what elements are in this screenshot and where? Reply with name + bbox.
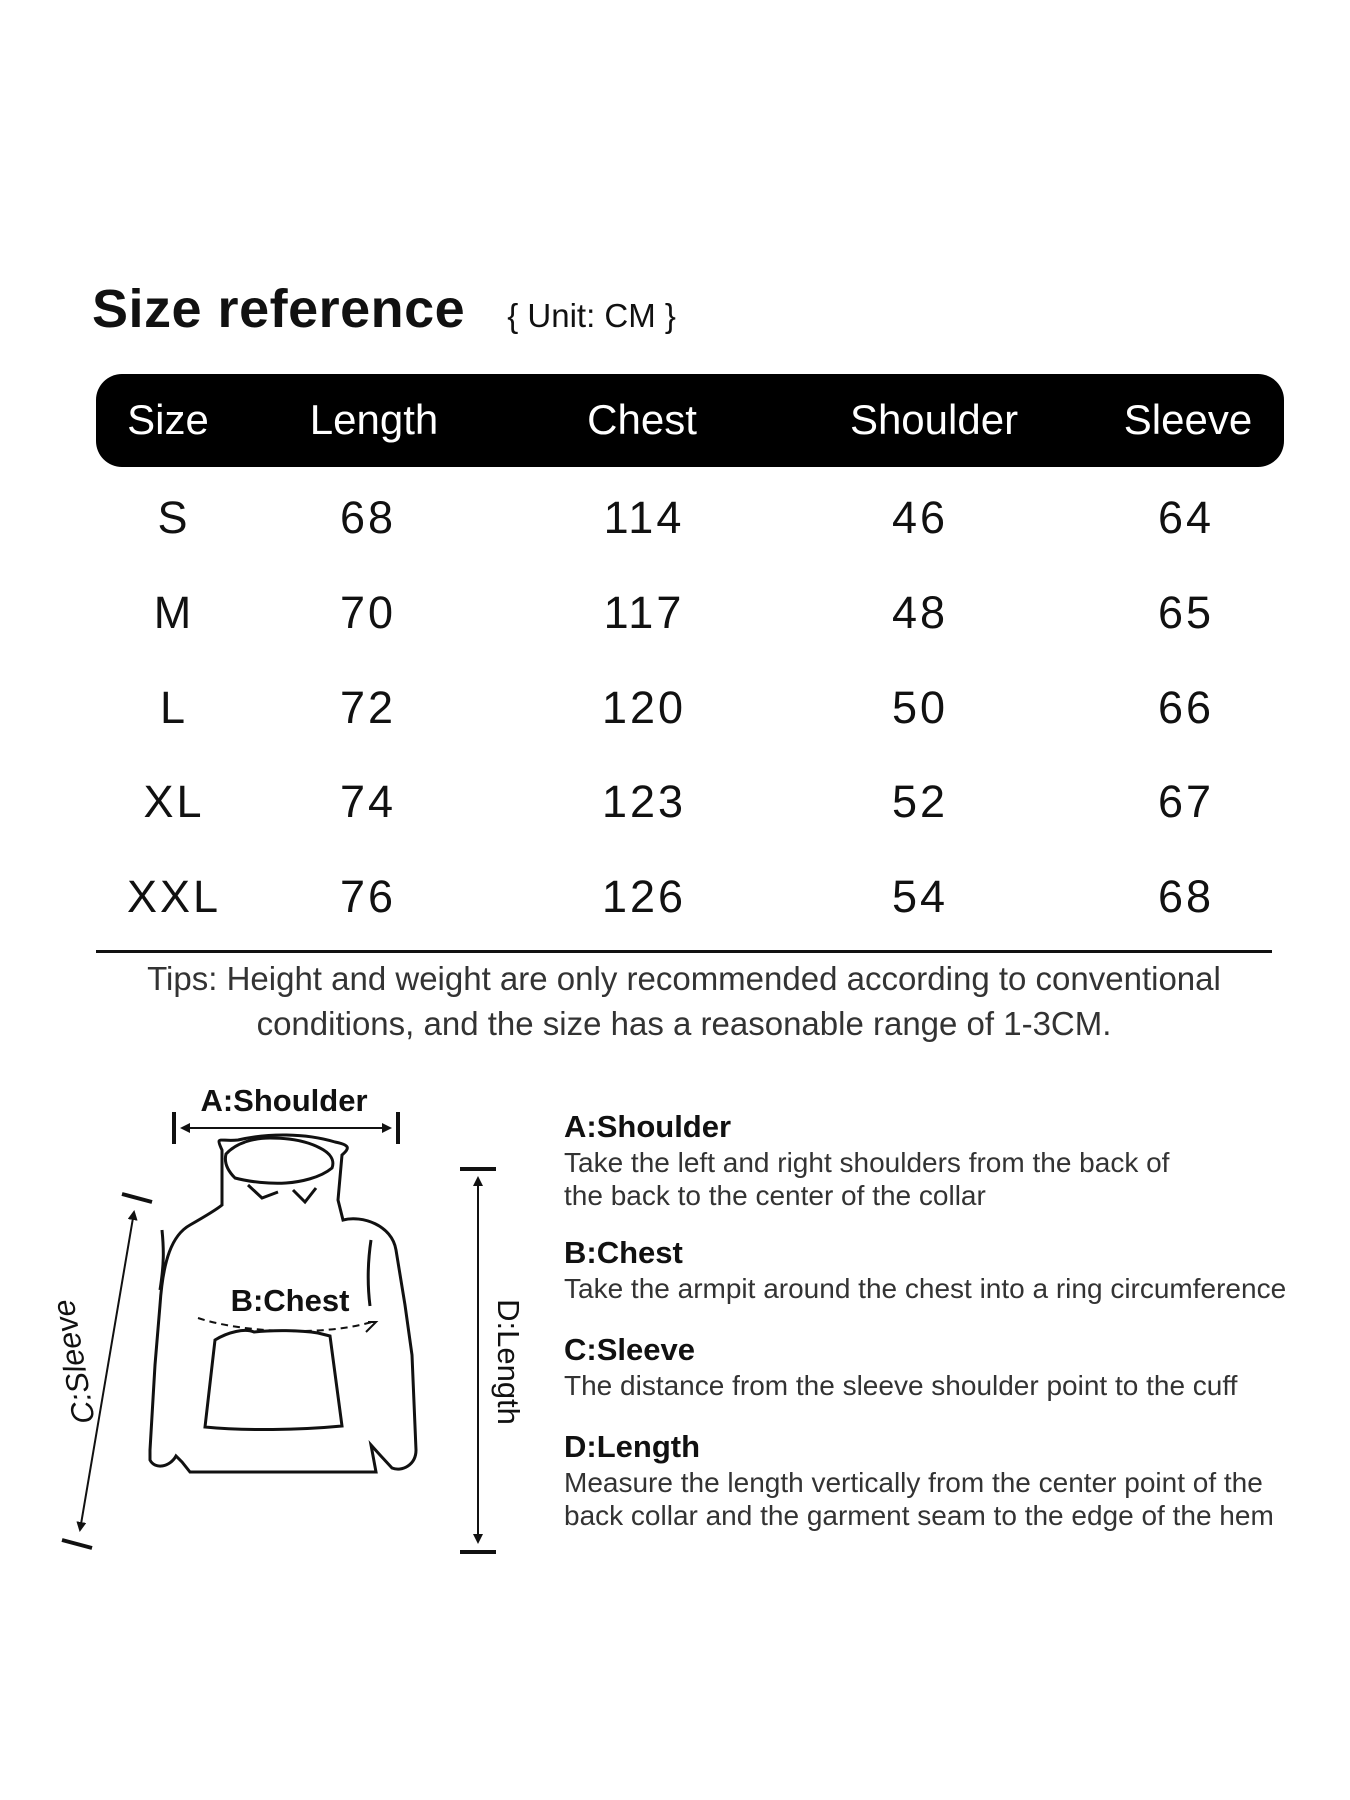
cell-size: M <box>153 587 195 638</box>
definition-title: A:Shoulder <box>564 1109 732 1144</box>
cell-shoulder: 50 <box>891 682 949 733</box>
column-header-size: Size <box>127 396 209 443</box>
hoodie-measurement-diagram <box>0 1060 560 1580</box>
cell-length: 68 <box>339 492 397 543</box>
table-divider <box>96 950 1272 953</box>
definition-length <box>564 1428 1344 1532</box>
cell-chest: 117 <box>603 587 685 638</box>
definition-line: Take the armpit around the chest into a ring circumference <box>564 1273 1287 1304</box>
chest-label: B:Chest <box>230 1283 350 1318</box>
table-header <box>96 374 1284 467</box>
cell-shoulder: 52 <box>891 776 949 827</box>
table-row <box>0 871 1350 931</box>
table-row <box>0 776 1350 836</box>
column-header-chest: Chest <box>587 396 697 443</box>
tips-line-2: conditions, and the size has a reasonable range of 1-3CM. <box>256 1005 1112 1042</box>
cell-chest: 114 <box>603 492 685 543</box>
definition-title: B:Chest <box>564 1235 683 1270</box>
title-row <box>92 278 676 338</box>
definition-title: D:Length <box>564 1429 701 1464</box>
length-arrow <box>460 1169 496 1552</box>
definition-line: the back to the center of the collar <box>564 1180 986 1211</box>
cell-sleeve: 67 <box>1157 776 1215 827</box>
length-label: D:Length <box>491 1299 526 1425</box>
cell-length: 70 <box>339 587 397 638</box>
definition-shoulder <box>564 1108 1344 1212</box>
shoulder-label: A:Shoulder <box>200 1083 368 1118</box>
cell-sleeve: 65 <box>1157 587 1215 638</box>
definition-chest <box>564 1234 1344 1305</box>
tips-line-1: Tips: Height and weight are only recommended according to conventional <box>147 960 1221 997</box>
cell-length: 72 <box>339 682 397 733</box>
cell-shoulder: 46 <box>891 492 949 543</box>
tips-note <box>96 956 1272 1046</box>
cell-length: 74 <box>339 776 397 827</box>
cell-chest: 120 <box>601 682 687 733</box>
cell-sleeve: 68 <box>1157 871 1215 922</box>
column-header-shoulder: Shoulder <box>849 396 1019 443</box>
cell-chest: 126 <box>601 871 687 922</box>
column-header-sleeve: Sleeve <box>1123 396 1253 443</box>
cell-size: XL <box>143 776 205 827</box>
cell-shoulder: 54 <box>891 871 949 922</box>
cell-shoulder: 48 <box>891 587 949 638</box>
column-header-length: Length <box>309 396 439 443</box>
definition-line: back collar and the garment seam to the edge of the hem <box>564 1500 1274 1531</box>
cell-size: L <box>159 682 189 733</box>
cell-sleeve: 64 <box>1157 492 1215 543</box>
definition-line: Take the left and right shoulders from the back of <box>564 1147 1170 1178</box>
table-row <box>0 492 1350 552</box>
table-row <box>0 587 1350 647</box>
cell-chest: 123 <box>601 776 687 827</box>
cell-sleeve: 66 <box>1157 682 1215 733</box>
cell-size: S <box>157 492 191 543</box>
definition-line: The distance from the sleeve shoulder point to the cuff <box>564 1370 1238 1401</box>
cell-length: 76 <box>339 871 397 922</box>
definition-line: Measure the length vertically from the center point of the <box>564 1467 1263 1498</box>
definition-title: C:Sleeve <box>564 1332 695 1367</box>
definition-sleeve <box>564 1331 1344 1402</box>
table-row <box>0 682 1350 742</box>
sleeve-label: C:Sleeve <box>45 1296 102 1427</box>
cell-size: XXL <box>126 871 222 922</box>
page-title: Size reference <box>92 279 466 339</box>
unit-label: { Unit: CM } <box>507 297 676 334</box>
